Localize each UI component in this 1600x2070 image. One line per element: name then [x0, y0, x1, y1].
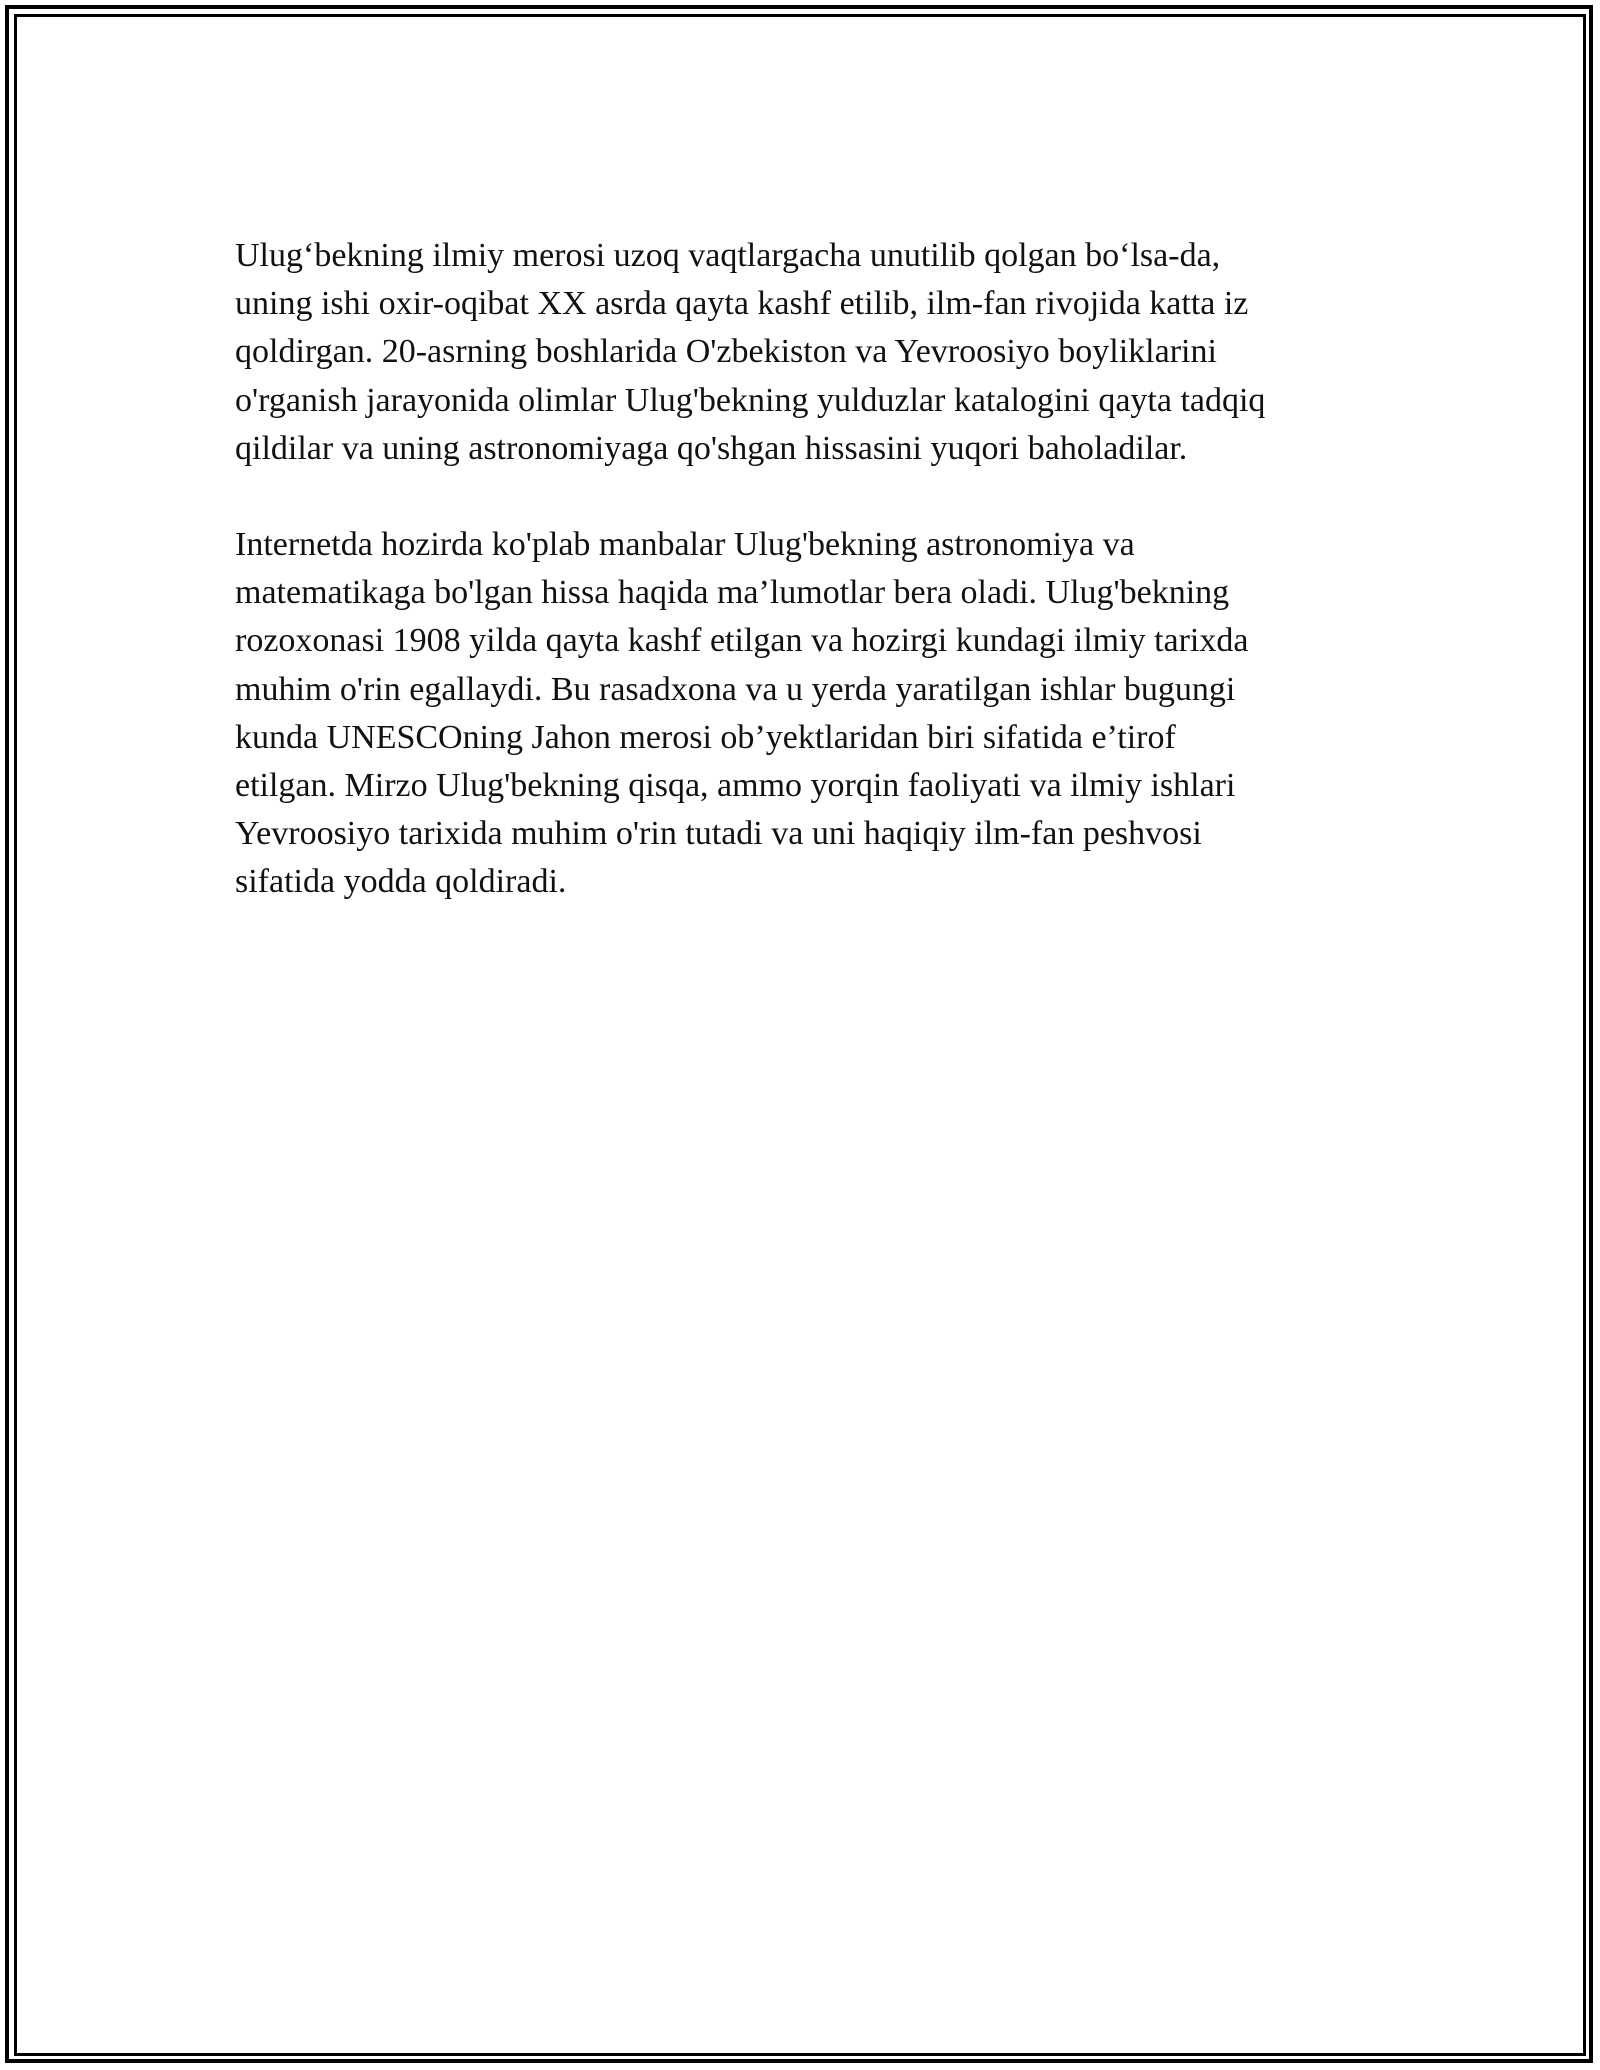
document-body [235, 232, 1365, 907]
paragraph-line: kunda UNESCOning Jahon merosi ob’yektlaridan biri sifatida e’tirof [235, 718, 1176, 756]
paragraph-line: qildilar va uning astronomiyaga qo'shgan hissasini yuqori baholadilar. [235, 429, 1188, 467]
paragraph-line: qoldirgan. 20-asrning boshlarida O'zbekiston va Yevroosiyo boyliklarini [235, 333, 1217, 371]
paragraph-2 [235, 521, 1365, 907]
paragraph-line: Internetda hozirda ko'plab manbalar Ulug'bekning astronomiya va [235, 526, 1135, 564]
paragraph-line: Yevroosiyo tarixida muhim o'rin tutadi va uni haqiqiy ilm-fan peshvosi [235, 815, 1202, 853]
paragraph-1 [235, 232, 1365, 473]
paragraph-line: matematikaga bo'lgan hissa haqida ma’lumotlar bera oladi. Ulug'bekning [235, 574, 1230, 612]
paragraph-line: Ulug‘bekning ilmiy merosi uzoq vaqtlargacha unutilib qolgan bo‘lsa-da, [235, 237, 1221, 274]
paragraph-line: sifatida yodda qoldiradi. [235, 863, 567, 901]
paragraph-line: uning ishi oxir-oqibat XX asrda qayta kashf etilib, ilm-fan rivojida katta iz [235, 285, 1249, 323]
paragraph-line: o'rganish jarayonida olimlar Ulug'bekning yulduzlar katalogini qayta tadqiq [235, 381, 1266, 419]
paragraph-line: muhim o'rin egallaydi. Bu rasadxona va u yerda yaratilgan ishlar bugungi [235, 670, 1236, 708]
paragraph-line: etilgan. Mirzo Ulug'bekning qisqa, ammo yorqin faoliyati va ilmiy ishlari [235, 767, 1236, 805]
paragraph-line: rozoxonasi 1908 yilda qayta kashf etilgan va hozirgi kundagi ilmiy tarixda [235, 622, 1249, 660]
